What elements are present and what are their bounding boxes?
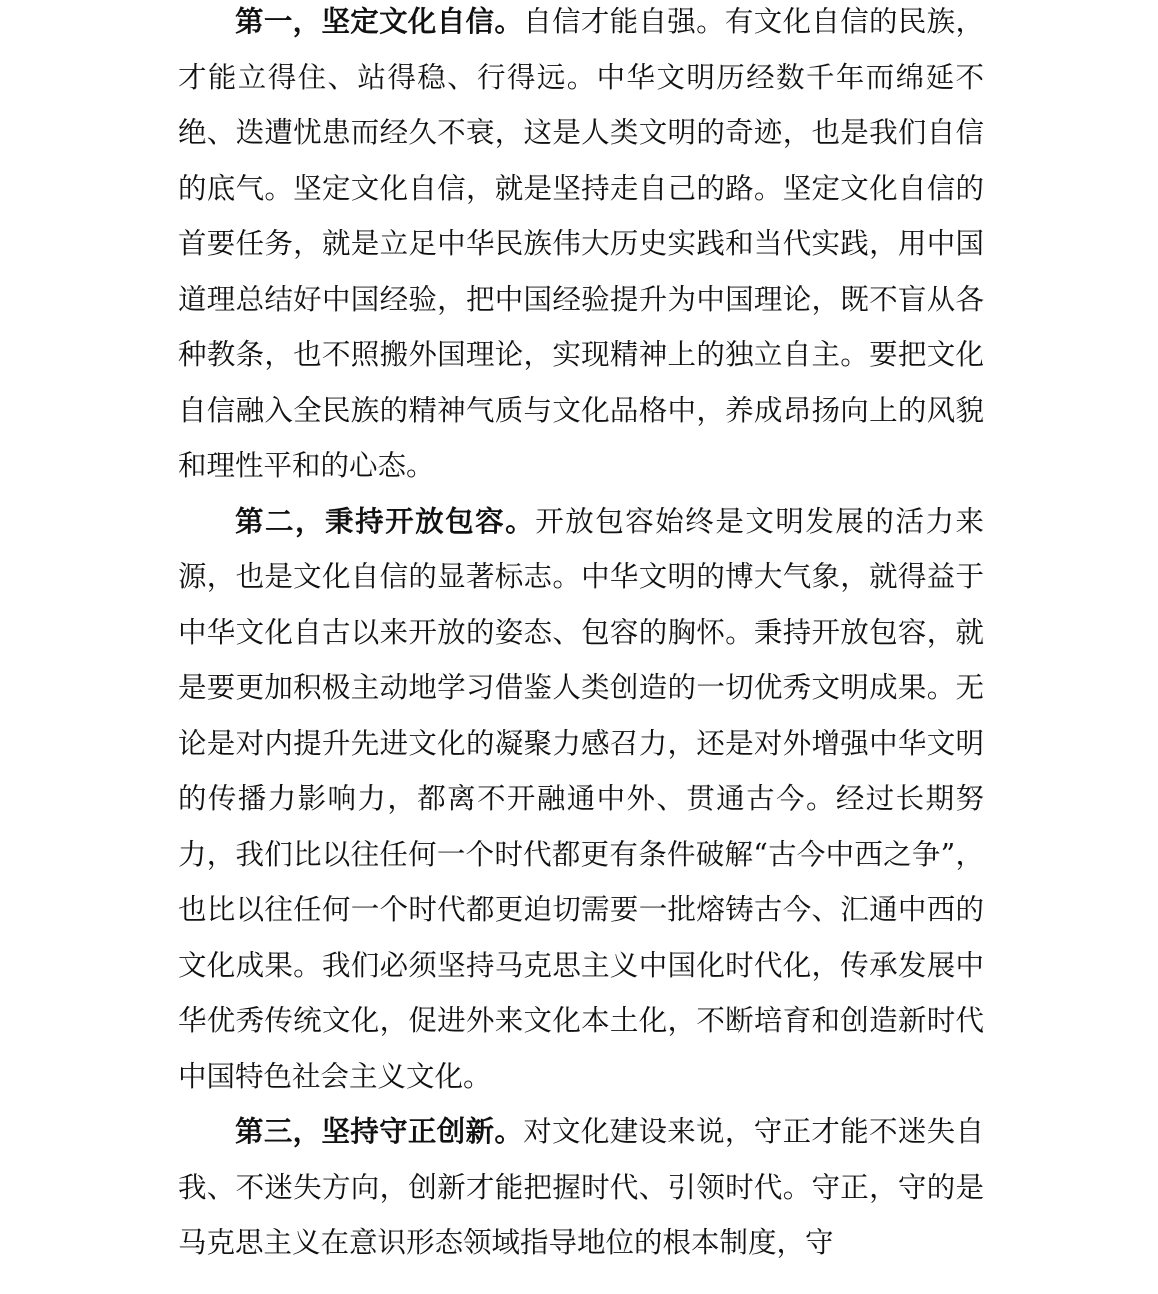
paragraph-cultural-confidence (178, 0, 984, 494)
article-body (178, 0, 984, 1271)
paragraph-openness-inclusiveness (178, 494, 984, 1105)
paragraph-text: 自信才能自强。有文化自信的民族，才能立得住、站得稳、行得远。中华文明历经数千年而绵延不绝、迭遭忧患而经久不衰，这是人类文明的奇迹，也是我们自信的底气。坚定文化自信，就是坚持走自己的路。坚定文化自信的首要任务，就是立足中华民族伟大历史实践和当代实践，用中国道理总结好中国经验，把中国经验提升为中国理论，既不盲从各种教条，也不照搬外国理论，实现精神上的独立自主。要把文化自信融入全民族的精神气质与文化品格中，养成昂扬向上的风貌和理性平和的心态。 (178, 5, 984, 482)
paragraph-text: 开放包容始终是文明发展的活力来源，也是文化自信的显著标志。中华文明的博大气象，就得益于中华文化自古以来开放的姿态、包容的胸怀。秉持开放包容，就是要更加积极主动地学习借鉴人类创造的一切优秀文明成果。无论是对内提升先进文化的凝聚力感召力，还是对外增强中华文明的传播力影响力，都离不开融通中外、贯通古今。经过长期努力，我们比以往任何一个时代都更有条件破解“古今中西之争”，也比以往任何一个时代都更迫切需要一批熔铸古今、汇通中西的文化成果。我们必须坚持马克思主义中国化时代化，传承发展中华优秀传统文化，促进外来文化本土化，不断培育和创造新时代中国特色社会主义文化。 (178, 504, 984, 1093)
paragraph-heading: 第三，坚持守正创新。 (235, 1115, 524, 1148)
paragraph-text: 对文化建设来说，守正才能不迷失自我、不迷失方向，创新才能把握时代、引领时代。守正，守的是马克思主义在意识形态领域指导地位的根本制度，守 (178, 1115, 984, 1259)
paragraph-heading: 第一，坚定文化自信。 (235, 5, 524, 38)
paragraph-heading: 第二，秉持开放包容。 (235, 504, 536, 538)
paragraph-integrity-innovation (178, 1104, 984, 1271)
